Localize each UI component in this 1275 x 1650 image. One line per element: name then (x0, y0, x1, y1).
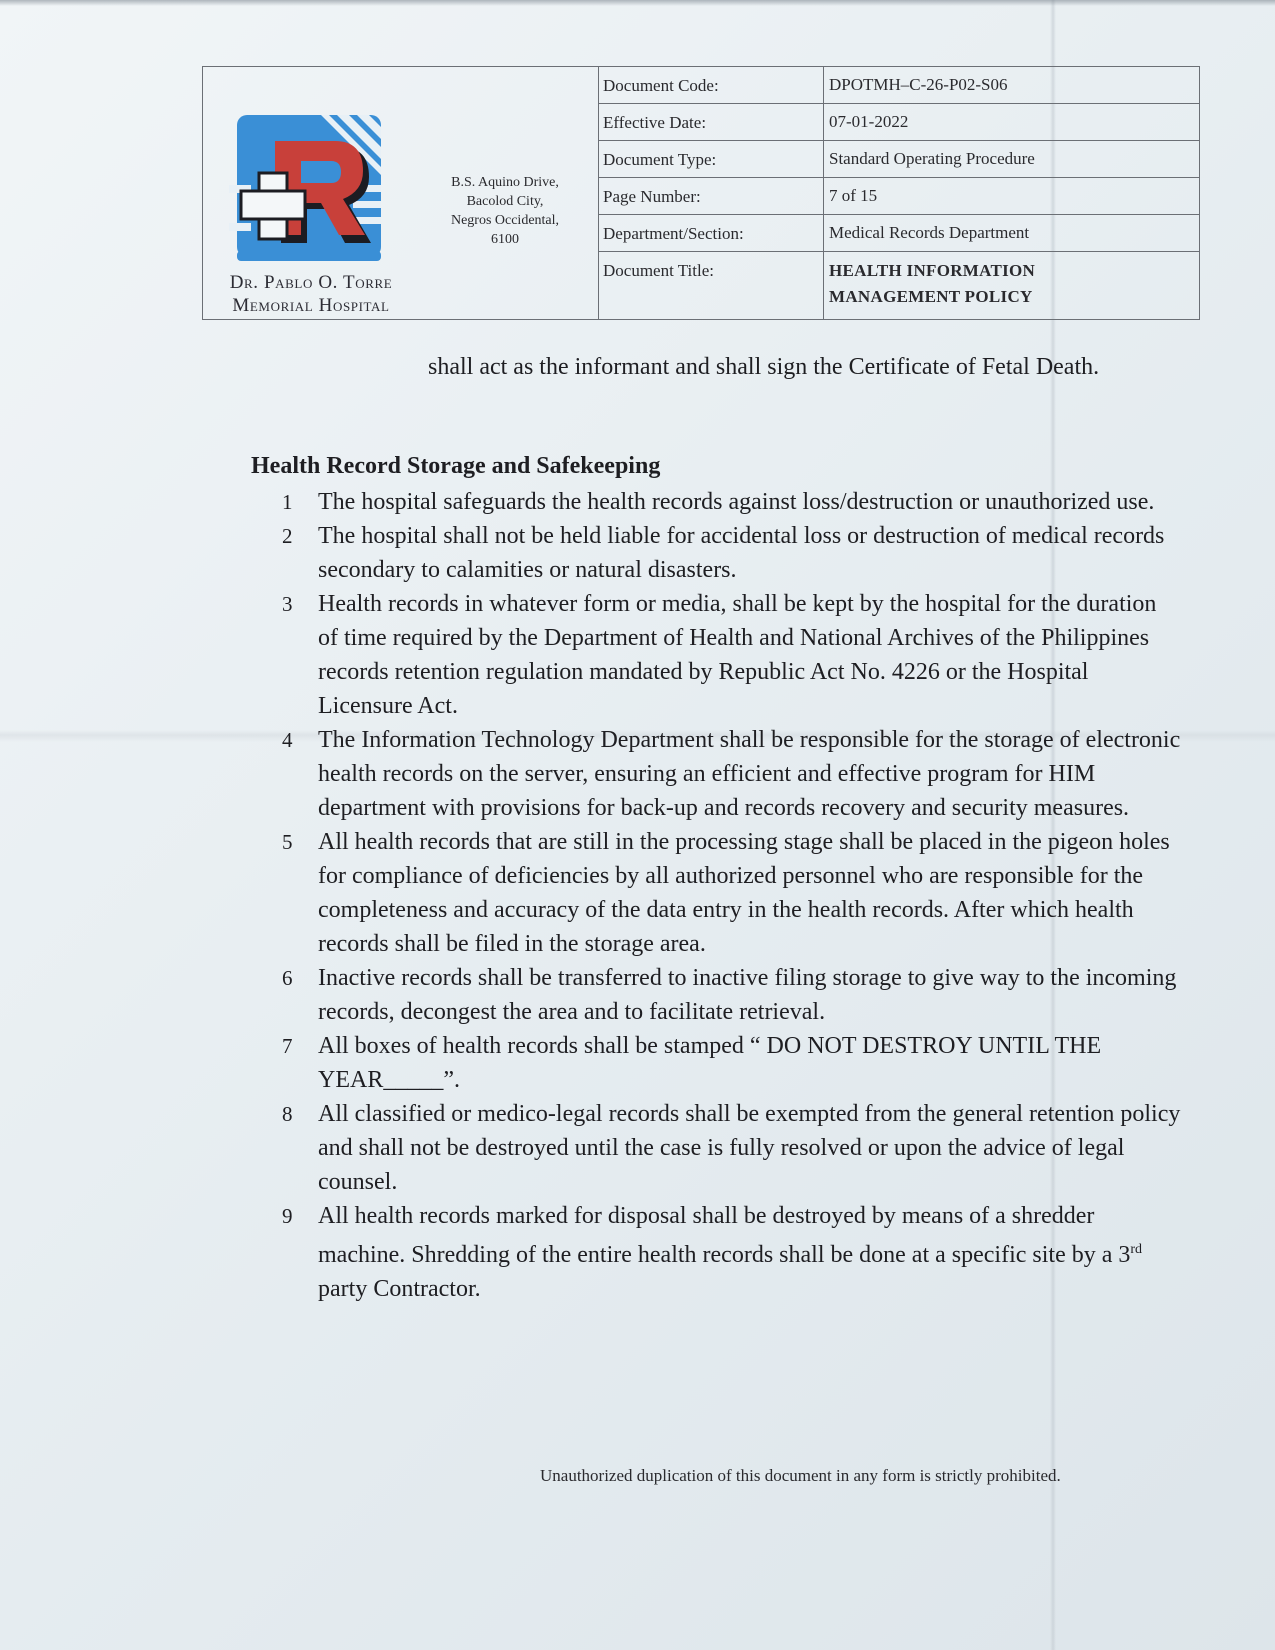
list-item-number: 2 (282, 524, 293, 548)
hospital-name-line1: Dr. Pablo O. Torre (229, 272, 393, 293)
list-item-text: All health records that are still in the processing stage shall be placed in the pigeon holes for compliance of deficiencies by all authorized personnel who are responsible for the completeness and accuracy of the data entry in the health records. After which health records shall be filed in the storage area. (318, 829, 1170, 957)
document-header-table (202, 66, 1200, 320)
document-title-value (824, 252, 1199, 319)
meta-label: Department/Section: (599, 215, 824, 251)
section-heading: Health Record Storage and Safekeeping (251, 453, 661, 479)
logo-cell (203, 67, 599, 319)
meta-row-document-type (599, 141, 1199, 178)
meta-label: Document Title: (599, 252, 824, 319)
list-item (282, 587, 1182, 723)
storage-policy-list (282, 485, 1182, 1306)
meta-label: Page Number: (599, 178, 824, 214)
list-item-text: All classified or medico-legal records shall be exempted from the general retention policy and shall not be destroyed until the case is fully resolved or upon the advice of legal counsel. (318, 1101, 1181, 1195)
list-item-text-part: party Contractor. (318, 1276, 481, 1302)
meta-label: Effective Date: (599, 104, 824, 140)
document-meta-table (599, 67, 1199, 319)
list-item-text: Inactive records shall be transferred to inactive filing storage to give way to the incoming records, decongest the area and to facilitate retrieval. (318, 965, 1177, 1025)
meta-value: 7 of 15 (829, 186, 878, 205)
list-item-number: 4 (282, 728, 293, 752)
document-title-line1: HEALTH INFORMATION (829, 261, 1036, 280)
meta-row-department (599, 215, 1199, 252)
meta-row-document-code (599, 67, 1199, 104)
meta-value: Standard Operating Procedure (829, 149, 1035, 168)
address-line3: Negros Occidental, (450, 213, 560, 228)
list-item-number: 6 (282, 966, 293, 990)
hospital-name (211, 271, 411, 317)
document-title-line2: MANAGEMENT POLICY (829, 287, 1033, 306)
address-line1: B.S. Aquino Drive, (451, 175, 559, 190)
list-item (282, 1199, 1182, 1306)
list-item-text (318, 1199, 1182, 1306)
meta-label: Document Type: (599, 141, 824, 177)
list-item-text: Health records in whatever form or media, shall be kept by the hospital for the duration of time required by the Department of Health and National Archives of the Philippines records retention regulation mandated by Republic Act No. 4226 or the Hospital Licensure Act. (318, 591, 1157, 719)
list-item-number: 9 (282, 1204, 293, 1228)
address-line4: 6100 (491, 232, 519, 247)
meta-row-page-number (599, 178, 1199, 215)
list-item (282, 485, 1182, 519)
list-item-number: 3 (282, 592, 293, 616)
meta-value: Medical Records Department (829, 223, 1030, 242)
list-item-number: 5 (282, 830, 293, 854)
hospital-name-line2: Memorial Hospital (232, 295, 390, 316)
meta-value: DPOTMH–C-26-P02-S06 (829, 75, 1008, 94)
meta-row-effective-date (599, 104, 1199, 141)
meta-value: 07-01-2022 (829, 112, 909, 131)
footer-notice: Unauthorized duplication of this document in any form is strictly prohibited. (540, 1466, 1061, 1485)
continuation-paragraph: shall act as the informant and shall sign the Certificate of Fetal Death. (428, 354, 1100, 380)
list-item (282, 723, 1182, 825)
address-line2: Bacolod City, (466, 194, 544, 209)
list-item-text: The hospital shall not be held liable for accidental loss or destruction of medical records secondary to calamities or natural disasters. (318, 523, 1165, 583)
hospital-logo (229, 115, 387, 273)
meta-label: Document Code: (599, 67, 824, 103)
list-item (282, 1097, 1182, 1199)
list-item-number: 1 (282, 490, 293, 514)
list-item (282, 519, 1182, 587)
list-item-number: 7 (282, 1034, 293, 1058)
hospital-address (425, 173, 585, 249)
list-item (282, 1029, 1182, 1097)
list-item-text: The hospital safeguards the health records against loss/destruction or unauthorized use. (318, 489, 1155, 515)
list-item-text: The Information Technology Department shall be responsible for the storage of electronic health records on the server, ensuring an efficient and effective program for HIM department with provisions for back-up and records recovery and security measures. (318, 727, 1181, 821)
meta-row-document-title (599, 252, 1199, 319)
list-item (282, 825, 1182, 961)
list-item (282, 961, 1182, 1029)
ordinal-superscript: rd (1130, 1242, 1143, 1257)
list-item-text: All boxes of health records shall be stamped “ DO NOT DESTROY UNTIL THE YEAR_____”. (318, 1033, 1102, 1093)
list-item-text-part: All health records marked for disposal shall be destroyed by means of a shredder machine. Shredding of the entire health records shall be done at a specific site by a 3 (318, 1203, 1131, 1268)
list-item-number: 8 (282, 1102, 293, 1126)
